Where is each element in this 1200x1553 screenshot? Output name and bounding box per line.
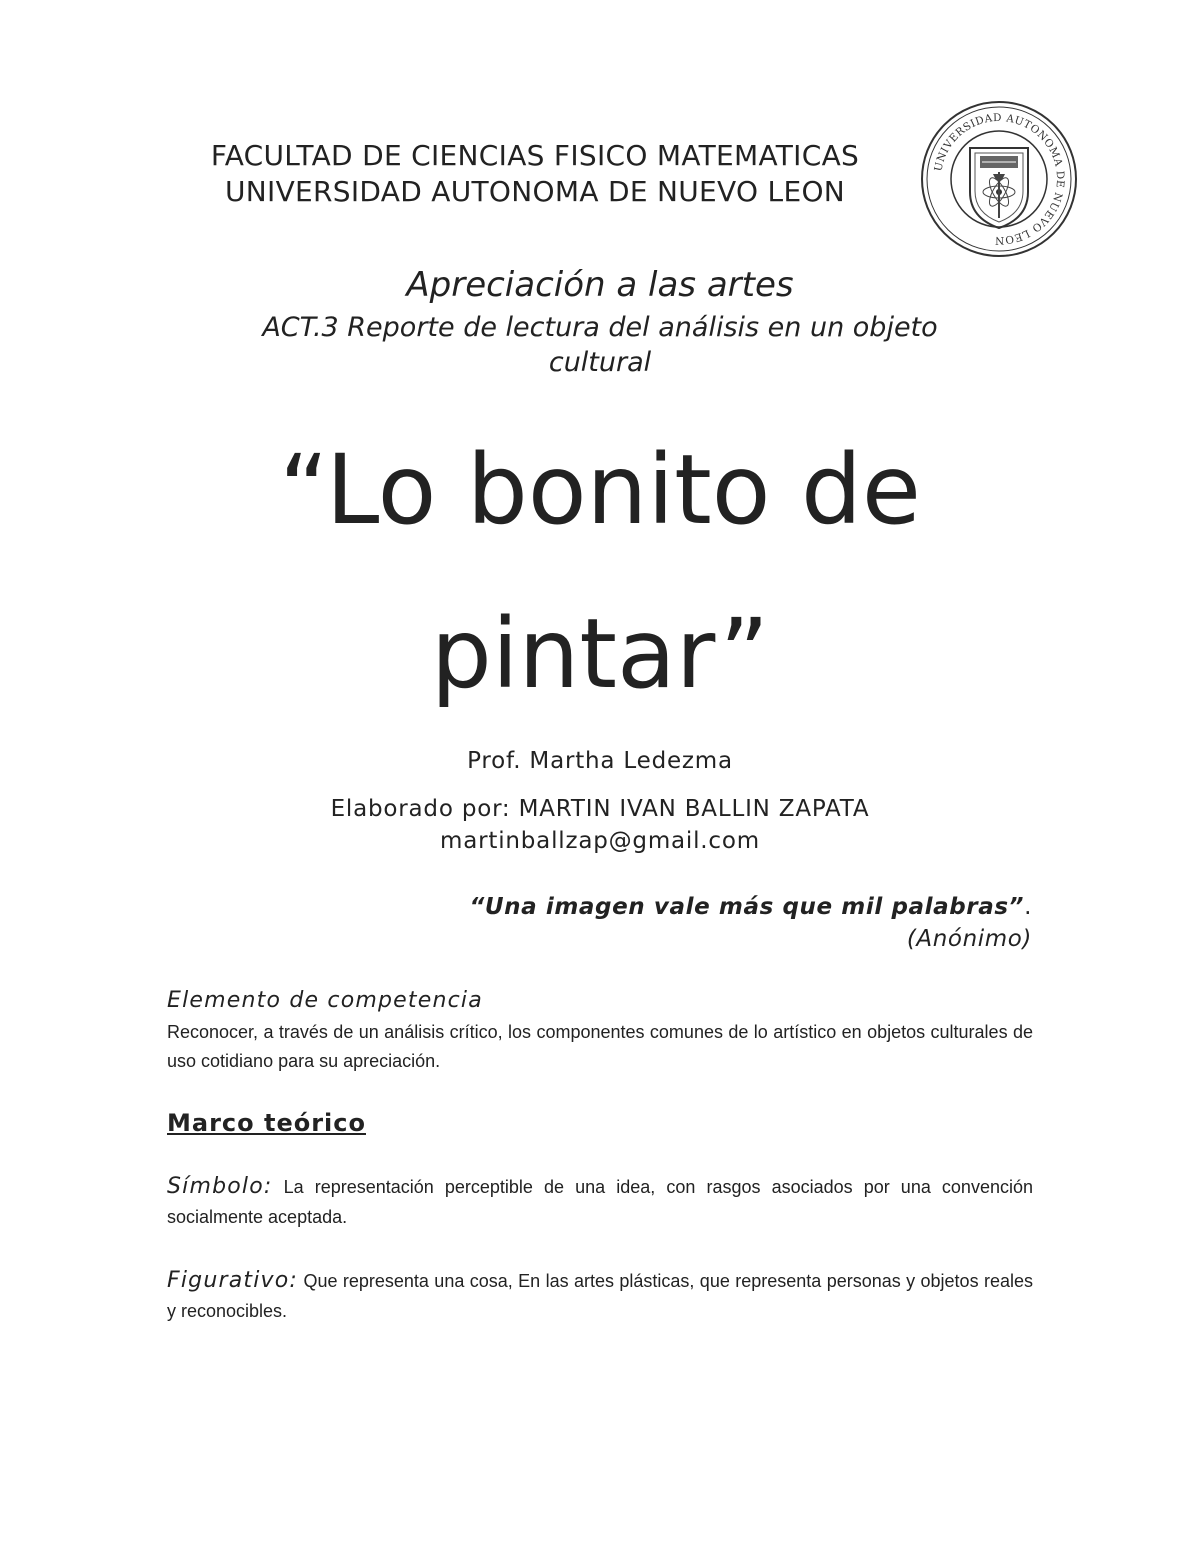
course-title: Apreciación a las artes — [406, 265, 794, 305]
competencia-label: Elemento de competencia — [167, 988, 483, 1013]
university-name: UNIVERSIDAD AUTONOMA DE NUEVO LEON — [224, 175, 846, 208]
activity-line-2: cultural — [548, 347, 652, 378]
work-title-line-2: pintar” — [430, 598, 770, 710]
activity-title — [190, 310, 1010, 380]
definition-text: La representación perceptible de una idea, con rasgos asociados por una convención socialmente aceptada. — [167, 1177, 1033, 1227]
epigraph-attribution: (Anónimo) — [906, 926, 1032, 952]
epigraph — [150, 891, 1032, 955]
definition-text: Que representa una cosa, En las artes plásticas, que representa personas y objetos reales y reconocibles. — [167, 1271, 1033, 1321]
author-email: martinballzap@gmail.com — [440, 828, 760, 854]
work-title-line-1: “Lo bonito de — [279, 434, 921, 546]
activity-line-1: ACT.3 Reporte de lectura del análisis en un objeto — [262, 312, 938, 343]
competencia-text: Reconocer, a través de un análisis crítico, los componentes comunes de lo artístico en objetos culturales de uso cotidiano para su apreciación. — [167, 1022, 1033, 1071]
professor-name: Prof. Martha Ledezma — [467, 748, 733, 774]
work-title — [150, 408, 1050, 736]
epigraph-quote: “Una imagen vale más que mil palabras” — [469, 894, 1025, 920]
author-name: Elaborado por: MARTIN IVAN BALLIN ZAPATA — [330, 796, 870, 822]
faculty-name: FACULTAD DE CIENCIAS FISICO MATEMATICAS — [210, 139, 860, 172]
seal-text: UNIVERSIDAD AUTONOMA DE NUEVO LEON — [932, 111, 1067, 247]
faculty-header — [150, 138, 920, 210]
university-seal-icon — [920, 100, 1078, 258]
definition-figurativo — [167, 1266, 1033, 1326]
definition-simbolo — [167, 1172, 1033, 1232]
author-block — [150, 793, 1050, 857]
epigraph-period: . — [1024, 894, 1032, 920]
definition-term: Símbolo: — [167, 1174, 273, 1199]
university-seal — [920, 100, 1078, 258]
marco-teorico-heading: Marco teórico — [167, 1109, 366, 1137]
definition-term: Figurativo: — [167, 1268, 299, 1293]
